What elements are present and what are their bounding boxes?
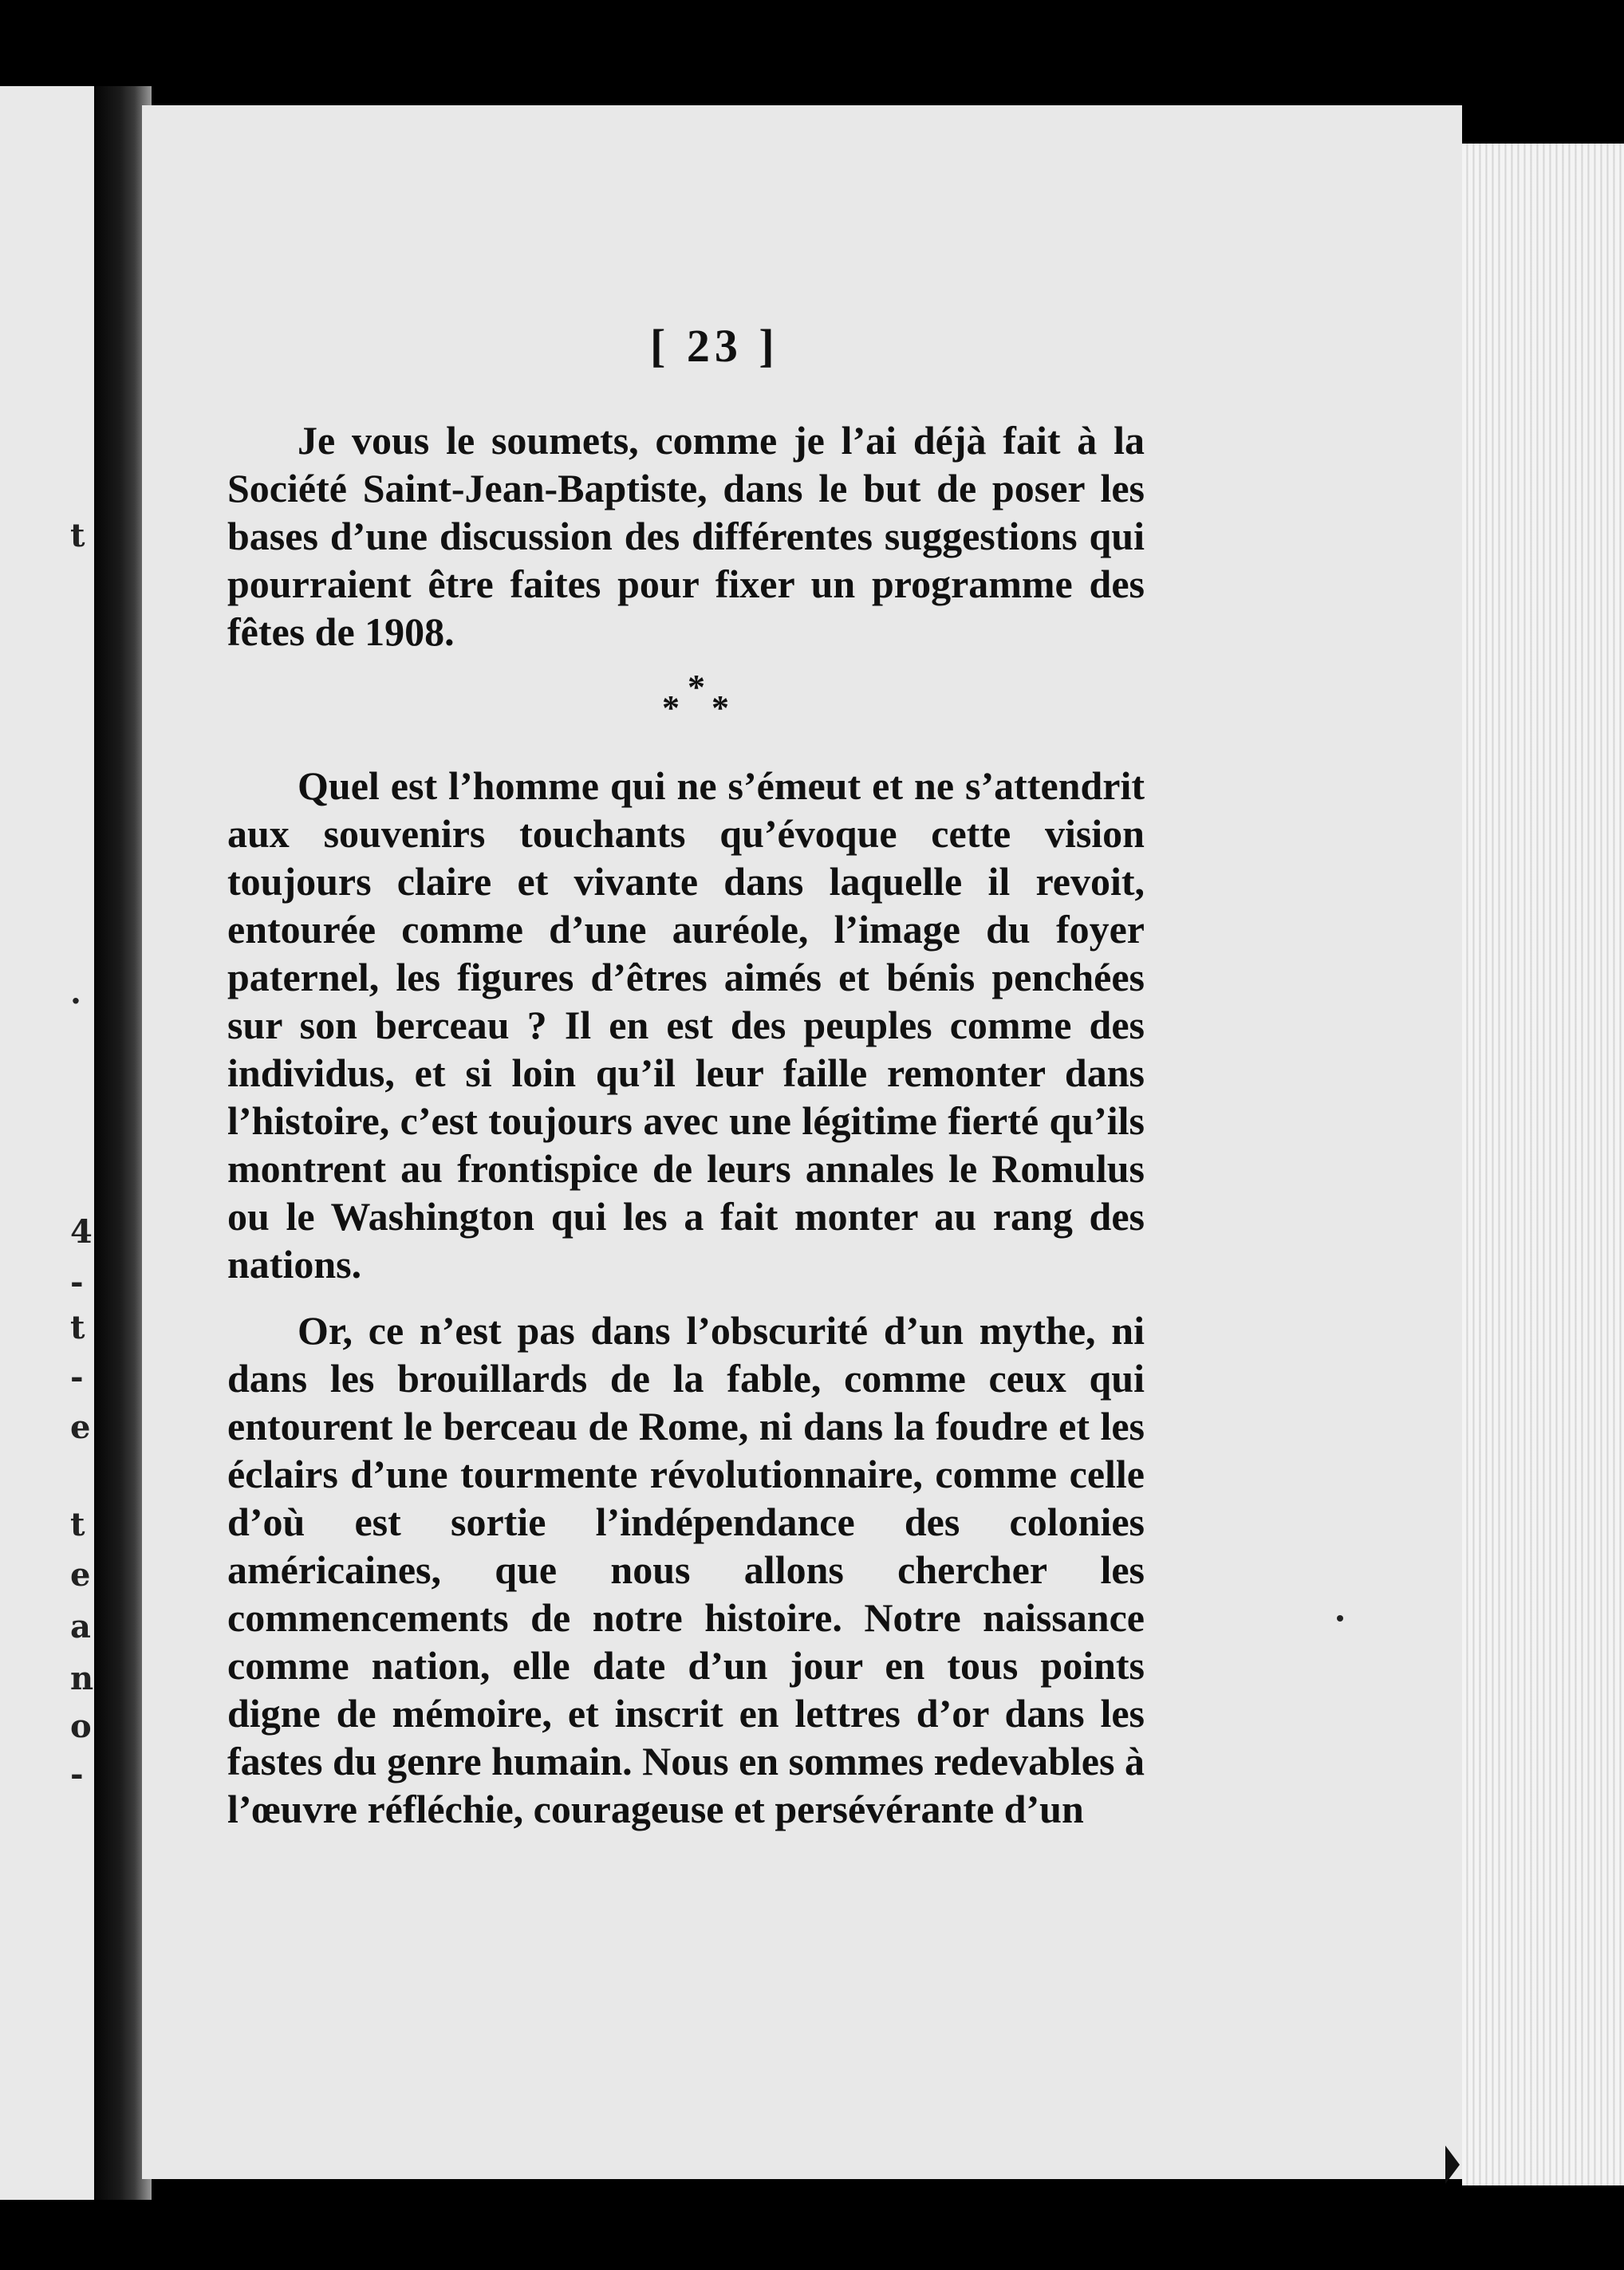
asterisk: * — [662, 688, 680, 727]
asterisk: * — [711, 688, 729, 727]
paragraph — [227, 416, 1145, 656]
left-page-fragment: e — [70, 1556, 91, 1594]
left-page-fragment: 4 — [70, 1213, 93, 1251]
paragraph — [227, 1306, 1145, 1833]
left-page-fragment: - — [70, 1358, 84, 1396]
left-page-fragment: - — [70, 1263, 84, 1301]
left-page-fragment: t — [70, 1309, 85, 1346]
asterisk: * — [688, 668, 705, 707]
left-page-fragment: e — [70, 1409, 91, 1446]
left-page-fragment: - — [70, 1756, 84, 1793]
paragraph — [227, 762, 1145, 1288]
paragraph-text: Quel est l’homme qui ne s’émeut et ne s’attendrit aux souvenirs touchants qu’évoque cette vision toujours claire et vivante dans laquelle il revoit, entourée comme d’une auréole, l’image du foyer paternel, les figures d’êtres aimés et bénis penchées sur son berceau ? Il en est des peuples comme des individus, et si loin qu’il leur faille remonter dans l’histoire, c’est toujours avec une légitime fierté qu’ils montrent au frontispice de leurs annales le Romulus ou le Washington qui les a fait monter au rang des nations. — [227, 763, 1145, 1287]
left-page-fragment: . — [70, 974, 81, 1011]
adjacent-left-page — [0, 86, 94, 2200]
left-page-fragment: t — [70, 1506, 85, 1543]
paragraph-text: Or, ce n’est pas dans l’obscurité d’un mythe, ni dans les brouillards de la fable, comme ceux qui entourent le berceau de Rome, ni dans la foudre et les éclairs d’une tourmente révolutionnaire, comme celle d’où est sortie l’indépendance des colonies américaines, que nous allons chercher les commencements de notre histoire. Notre naissance comme nation, elle date d’un jour en tous points digne de mémoire, et inscrit en lettres d’or dans les fastes du genre humain. Nous en sommes redevables à l’œuvre réfléchie, courageuse et persévérante d’un — [227, 1308, 1145, 1831]
scan-speck — [1337, 1615, 1343, 1622]
left-page-fragment: a — [70, 1608, 91, 1645]
page-corner-mark — [1445, 2146, 1460, 2184]
stacked-page-edges — [1462, 144, 1624, 2185]
left-page-fragment: t — [70, 517, 85, 554]
left-page-fragment: n — [70, 1660, 94, 1697]
left-page-fragment: o — [70, 1708, 92, 1745]
asterism-separator — [660, 670, 732, 734]
paragraph-text: Je vous le soumets, comme je l’ai déjà fait à la Société Saint-Jean-Baptiste, dans le but de poser les bases d’une discussion des différentes suggestions qui pourraient être faites pour fixer un programme des fêtes de 1908. — [227, 418, 1145, 654]
page-number: [ 23 ] — [650, 320, 779, 372]
